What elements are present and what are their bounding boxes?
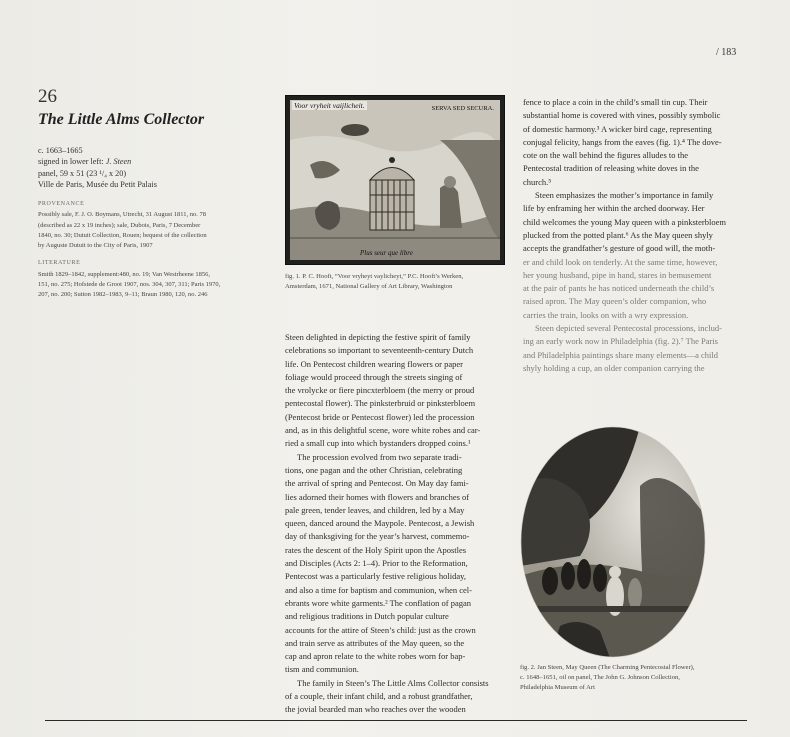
provenance-heading: PROVENANCE [38, 201, 85, 208]
body-line: rates the descent of the Holy Spirit upon the Apostles [285, 544, 467, 555]
body-line: accounts for the attire of Steen’s child: just as the crown [285, 624, 476, 635]
catalogue-number: 26 [38, 86, 57, 107]
literature-line: 151, no. 275; Hofstede de Groot 1907, nos. 304, 307, 311; Paris 1970, [38, 280, 221, 288]
body-line: celebrations so important to seventeenth-century Dutch [285, 345, 474, 356]
body-line: at the pair of pants he has noticed underneath the child’s [523, 283, 715, 294]
provenance-line: 1840, no. 30; Dutuit Collection, Rouen; bequest of the collection [38, 231, 207, 239]
body-line: the jovial bearded man who reaches over the wooden [285, 704, 466, 715]
signature-name: J. Steen [105, 157, 132, 167]
engraving-banner-bottom: Plus seur que libre [360, 249, 413, 257]
body-line: and, as in this delightful scene, wore white robes and car- [285, 425, 481, 436]
literature-heading: LITERATURE [38, 260, 81, 267]
body-line: tions, one pagan and the other Christian, celebrating [285, 464, 463, 475]
body-line: her young husband, pipe in hand, stares in bemusement [523, 269, 712, 280]
artwork-location: Ville de Paris, Musée du Petit Palais [38, 179, 157, 189]
artwork-date: c. 1663–1665 [38, 146, 83, 155]
body-line: tism and communion. [285, 664, 359, 675]
body-line: of a couple, their infant child, and a robust grandfather, [285, 691, 473, 702]
body-column-1 [285, 331, 500, 717]
caption-line: Philadelphia Museum of Art [520, 684, 595, 691]
signature-prefix: signed in lower left: [38, 157, 106, 167]
figure-2-caption [520, 663, 740, 693]
literature-line: 207, no. 200; Sutton 1982–1983, 9–11; Braun 1980, 120, no. 246 [38, 291, 208, 298]
body-line: Steen emphasizes the mother’s importance in family [535, 190, 714, 201]
provenance-text [38, 210, 263, 251]
body-line: the vrolycke or fiere pincxterbloem (the merry or proud [285, 385, 475, 396]
body-line: cap and apron relate to the white robes worn for bap- [285, 651, 466, 662]
caption-line: Amsterdam, 1671, National Gallery of Art Library, Washington [285, 283, 453, 290]
body-line: and Disciples (Acts 2: 1–4). Prior to the Reformation, [285, 558, 468, 569]
body-line: accepts the grandfather’s gesture of good will, the moth- [523, 243, 716, 254]
body-line: lies adorned their homes with flowers and branches of [285, 491, 470, 502]
body-line: substantial home is covered with vines, possibly symbolic [523, 110, 721, 121]
caption-line: fig. 2. Jan Steen, May Queen (The Charming Pentecostal Flower), [520, 664, 695, 671]
body-line: life by enframing her within the arched doorway. Her [523, 203, 705, 214]
body-line: fence to place a coin in the child’s small tin cup. Their [523, 97, 708, 107]
body-line: er and child look on tenderly. At the same time, however, [523, 256, 718, 267]
figure-2-painting [520, 426, 706, 658]
body-line: and train serve as attributes of the May queen, so the [285, 637, 465, 648]
body-line: Steen depicted several Pentecostal processions, includ- [535, 323, 722, 334]
body-line: and Philadelphia paintings share many elements—a child [523, 349, 718, 360]
artwork-medium: panel, 59 x 51 (23 ¹/₄ x 20) [38, 168, 127, 178]
body-line: plucked from the potted plant.⁶ As the May queen shyly [523, 229, 713, 240]
page-number: / 183 [716, 47, 737, 58]
provenance-line: (described as 22 x 19 inches); sale, Dubois, Paris, 7 December [38, 221, 201, 229]
body-line: conjugal felicity, hangs from the eaves (fig. 1).⁴ The dove- [523, 136, 722, 147]
body-line: life. On Pentecost children wearing flowers or paper [285, 358, 463, 369]
engraving-illustration [290, 100, 500, 260]
body-line: and also a time for baptism and communion, when cel- [285, 584, 472, 595]
artwork-signature [38, 156, 263, 167]
body-line: foliage would proceed through the streets singing of [285, 371, 463, 382]
body-line: The family in Steen’s The Little Alms Collector consists [297, 677, 489, 688]
body-line: ing an early work now in Philadelphia (fig. 2).⁷ The Paris [523, 336, 718, 347]
body-line: the arrival of spring and Pentecost. On May day fami- [285, 478, 469, 489]
body-line: Steen delighted in depicting the festive spirit of family [285, 332, 471, 342]
body-line: cote on the wall behind the figures alludes to the [523, 150, 688, 161]
body-line: of domestic harmony.³ A wicker bird cage, representing [523, 123, 712, 134]
body-line: shyly holding a cup, an older companion carrying the [523, 362, 705, 373]
provenance-line: by Auguste Dutuit to the City of Paris, 1907 [38, 242, 153, 250]
body-line: and religious traditions in Dutch popular culture [285, 611, 449, 622]
body-line: Pentecostal tradition of releasing white doves in the [523, 163, 699, 174]
body-line: child welcomes the young May queen with a pinksterbloem [523, 216, 727, 227]
artwork-metadata [38, 145, 263, 300]
caption-line: c. 1648–1651, oil on panel, The John G. Johnson Collection, [520, 674, 680, 681]
body-line: ried a small cup into which bystanders dropped coins.¹ [285, 438, 471, 449]
footer-rule [45, 720, 747, 721]
caption-line: fig. 1. P. C. Hooft, “Voor vryheyt vaylicheyt,” P.C. Hooft’s Werken, [285, 273, 464, 280]
body-line: (Pentecost bride or Pentecost flower) led the procession [285, 411, 475, 422]
engraving-banner-right: SERVA SED SECURA. [431, 105, 494, 112]
body-line: ebrants wore white garments.² The conflation of pagan [285, 597, 472, 608]
literature-text [38, 270, 263, 301]
figure-1-engraving [285, 95, 505, 265]
body-line: queen, danced around the Maypole. Pentecost, a Jewish [285, 518, 475, 529]
artwork-title: The Little Alms Collector [38, 111, 205, 128]
body-line: The procession evolved from two separate tradi- [297, 451, 462, 462]
body-line: day of thanksgiving for the year’s harvest, commemo- [285, 531, 470, 542]
body-line: Pentecost was a particularly festive religious holiday, [285, 571, 466, 582]
engraving-banner-left: Voor vryheit vaijlicheit. [294, 101, 365, 110]
body-line: church.⁵ [523, 176, 552, 187]
body-line: carries the train, looks on with a wry expression. [523, 309, 689, 320]
body-line: pale green, tender leaves, and children, led by a May [285, 504, 465, 515]
figure-1-caption [285, 272, 510, 292]
literature-line: Smith 1829–1842, supplement:480, no. 19; Van Westrheene 1856, [38, 270, 211, 278]
body-line: pentecostal flower). The pinksterbruid or pinksterbloem [285, 398, 476, 409]
provenance-line: Possibly sale, F. J. O. Boymans, Utrecht, 31 August 1811, no. 78 [38, 211, 207, 219]
body-column-2 [523, 96, 741, 375]
body-line: raised apron. The May queen’s older companion, who [523, 296, 707, 307]
